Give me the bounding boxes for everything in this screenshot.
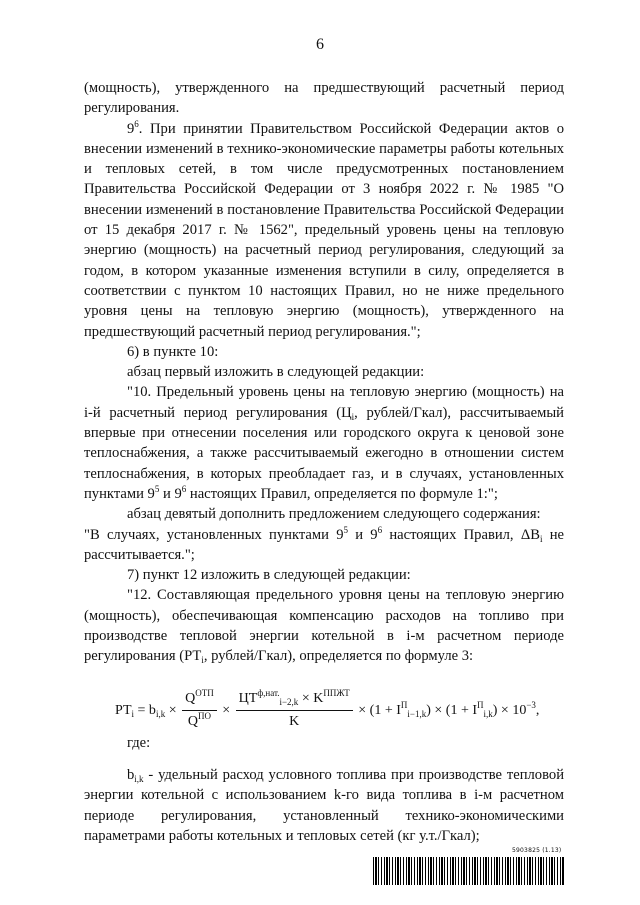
definition-b-ik: $b_{i,k}$ - удельный расход условного топлива при производстве тепловой энергии котельной с использованием k-го вида топлива в i-м расчетном периоде регулирования, установленный технико-экономическими параметрами работы котельных и тепловых сетей (кг у.т./Гкал);	[84, 766, 564, 844]
where-label: где:	[127, 734, 151, 751]
paragraph-item-7: 7) пункт 12 изложить в следующей редакции:	[127, 567, 411, 584]
paragraph-new-sentence: "В случаях, установленных пунктами $9^5$ и $9^6$ настоящих Правил, $\Delta B_i$ не рассчитывается.";	[84, 524, 565, 563]
paragraph-continuation: (мощность), утвержденного на предшествующий расчетный период регулирования.	[84, 80, 564, 117]
paragraph-abzac-1: абзац первый изложить в следующей редакции:	[127, 364, 425, 381]
page-number: 6	[316, 36, 324, 53]
q-fraction: $\frac{Q^{ОТП}}{Q^{ПО}}$	[182, 689, 217, 733]
document-body	[84, 78, 564, 846]
paragraph-abzac-9: абзац девятый дополнить предложением следующего содержания:	[127, 506, 541, 523]
barcode-id: 5903825 (1.13)	[512, 847, 562, 854]
formula-3: $РТ_i = b_{i,k}$ × $\frac{Q^{ОТП}}{Q^{ПО}}$ × $\frac{ЦТ^{ф,нат.}_{i-2,k} \times K^{ППЖТ}}{K}$ × $(1 + I^П_{i-1,k}) \times (1 + I^П_{i,k}) \times 10^{-3}$,	[84, 667, 564, 733]
paragraph-12: "12. Составляющая предельного уровня цены на тепловую энергию (мощность), обеспечивающая компенсацию расходов на топливо при производстве тепловой энергии котельной в i-м расчетном периоде регулирования ($РТ_i$, рублей/Гкал), определяется по формуле 3:	[84, 587, 564, 666]
barcode	[373, 857, 565, 885]
paragraph-10: "10. Предельный уровень цены на тепловую энергию (мощность) на i-й расчетный период регулирования ($Ц_i$, рублей/Гкал), рассчитываемый впервые при отнесении поселения или городского округа к ценовой зоне теплоснабжения, а также рассчитываемый ежегодно в отношении систем теплоснабжения, в которых преобладает газ, и в случаях, установленных пунктами $9^5$ и $9^6$ настоящих Правил, определяется по формуле 1:";	[84, 384, 564, 502]
paragraph-item-6: 6) в пункте 10:	[127, 343, 219, 360]
fuel-price-fraction: $\frac{ЦТ^{ф,нат.}_{i-2,k} \times K^{ППЖТ}}{K}$	[236, 689, 353, 733]
paragraph-9-6: $9^6$. При принятии Правительством Российской Федерации актов о внесении изменений в технико-экономические параметры работы котельных и тепловых сетей, в том числе предусмотренных постановлением Правительства Российской Федерации от 3 ноября 2022 г. № 1985 "О внесении изменений в постановление Правительства Российской Федерации от 15 декабря 2017 г. № 1562", предельный уровень цены на тепловую энергию (мощность) на расчетный период регулирования, следующий за годом, в котором указанные изменения вступили в силу, определяется в соответствии с пунктом 10 настоящих Правил, но не ниже предельного уровня цены на тепловую энергию (мощность), утвержденного на предшествующий расчетный период регулирования.";	[84, 118, 564, 340]
